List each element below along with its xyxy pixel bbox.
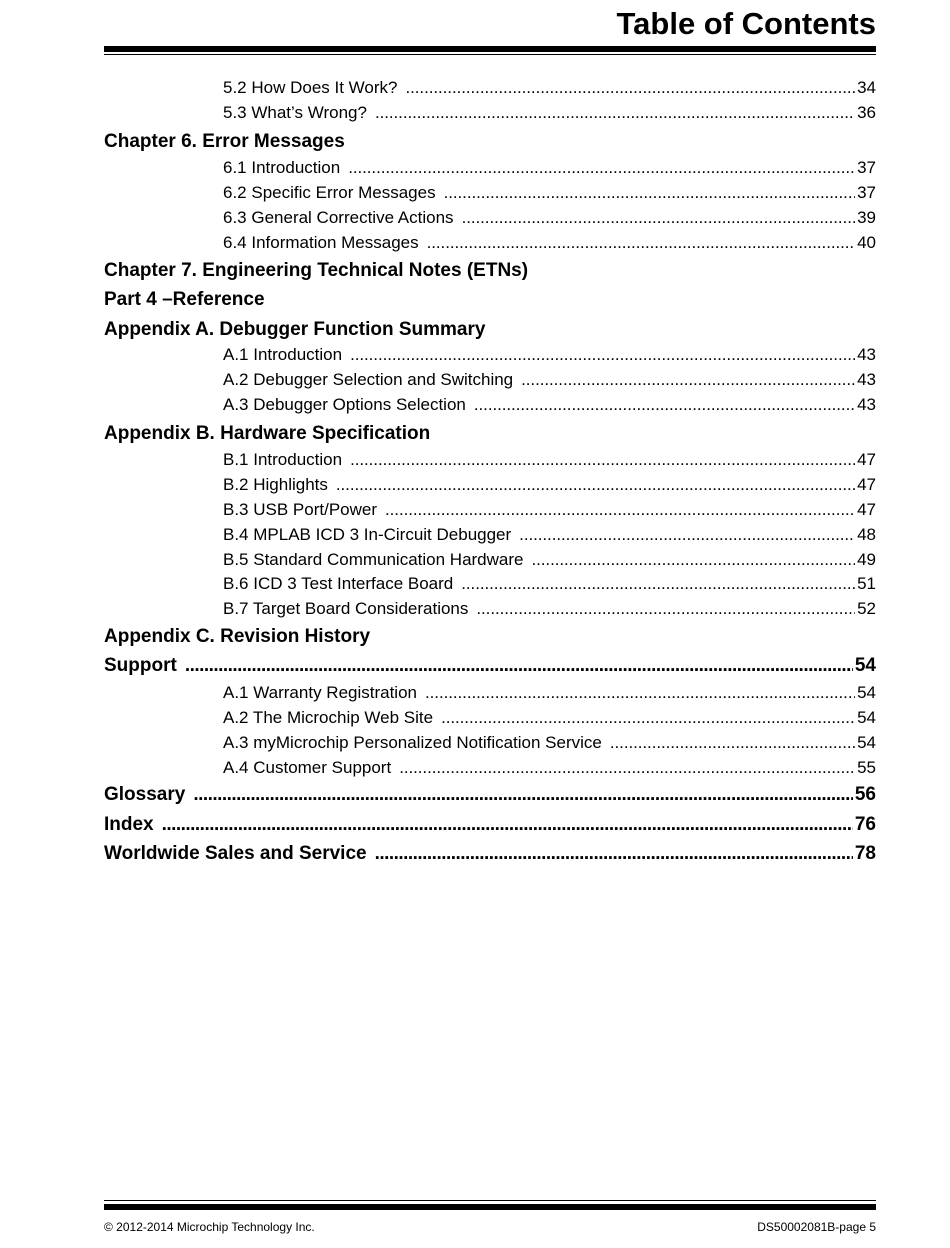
toc-entry-page-number: 37 (857, 158, 876, 177)
toc-entry-page-number: 34 (857, 78, 876, 97)
toc-entry-label: B.3 USB Port/Power (223, 500, 378, 519)
toc-leader-dots (385, 498, 855, 522)
toc-leader-dots (405, 76, 855, 100)
footer-rule-thin (104, 1200, 876, 1201)
toc-entry-label: A.4 Customer Support (223, 758, 392, 777)
toc-entry-label: 6.3 General Corrective Actions (223, 208, 454, 227)
toc-chapter-entry[interactable] (104, 623, 876, 651)
toc-leader-dots (462, 206, 856, 230)
toc-section-entry[interactable] (223, 448, 876, 472)
toc-section-entry[interactable] (223, 706, 876, 730)
toc-entry-label: B.2 Highlights (223, 475, 328, 494)
toc-entry-label: Appendix A. Debugger Function Summary (104, 319, 486, 340)
toc-section-entry[interactable] (223, 368, 876, 392)
toc-entry-page-number: 48 (857, 525, 876, 544)
toc-section-entry[interactable] (223, 101, 876, 125)
toc-entry-page-number: 54 (854, 655, 876, 676)
toc-entry-page-number: 40 (857, 233, 876, 252)
toc-entry-page-number: 55 (857, 758, 876, 777)
toc-section-entry[interactable] (223, 681, 876, 705)
toc-entry-label: A.3 myMicrochip Personalized Notification Service (223, 733, 602, 752)
toc-section-entry[interactable] (223, 76, 876, 100)
toc-leader-dots (519, 523, 855, 547)
toc-entry-page-number: 51 (857, 574, 876, 593)
toc-leader-dots (521, 368, 855, 392)
toc-leader-dots (375, 101, 855, 125)
toc-section-entry[interactable] (223, 156, 876, 180)
toc-entry-label: B.5 Standard Communication Hardware (223, 550, 524, 569)
header-rule-thick (104, 46, 876, 52)
toc-entry-label: Worldwide Sales and Service (104, 843, 367, 864)
toc-section-entry[interactable] (223, 731, 876, 755)
toc-entry-page-number: 76 (854, 814, 876, 835)
toc-entry-label: Chapter 7. Engineering Technical Notes (ETNs) (104, 260, 529, 281)
toc-section-entry[interactable] (223, 181, 876, 205)
toc-entry-label: Appendix C. Revision History (104, 626, 371, 647)
toc-entry-label: A.3 Debugger Options Selection (223, 395, 466, 414)
toc-leader-dots (193, 781, 853, 809)
toc-leader-dots (476, 597, 855, 621)
toc-leader-dots (425, 681, 855, 705)
toc-leader-dots (444, 181, 855, 205)
toc-entry-label: 6.2 Specific Error Messages (223, 183, 436, 202)
toc-leader-dots (375, 840, 853, 868)
toc-entry-label: A.1 Introduction (223, 345, 343, 364)
toc-chapter-entry[interactable] (104, 257, 876, 285)
toc-leader-dots (350, 448, 855, 472)
toc-entry-label: 6.1 Introduction (223, 158, 341, 177)
toc-entry-page-number: 47 (857, 500, 876, 519)
toc-entry-page-number: 52 (857, 599, 876, 618)
toc-section-entry[interactable] (223, 548, 876, 572)
toc-entry-page-number: 37 (857, 183, 876, 202)
toc-chapter-entry[interactable] (104, 652, 876, 680)
toc-chapter-entry[interactable] (104, 840, 876, 868)
toc-chapter-entry[interactable] (104, 286, 876, 314)
toc-leader-dots (427, 231, 855, 255)
toc-section-entry[interactable] (223, 572, 876, 596)
toc-entry-label: Index (104, 814, 154, 835)
toc-leader-dots (185, 652, 853, 680)
toc-leader-dots (441, 706, 855, 730)
toc-entry-page-number: 39 (857, 208, 876, 227)
toc-entry-label: Part 4 –Reference (104, 289, 265, 310)
toc-entry-page-number: 49 (857, 550, 876, 569)
toc-leader-dots (350, 343, 855, 367)
toc-entry-label: A.2 The Microchip Web Site (223, 708, 434, 727)
toc-entry-label: B.1 Introduction (223, 450, 343, 469)
toc-entry-page-number: 54 (857, 683, 876, 702)
toc-chapter-entry[interactable] (104, 781, 876, 809)
toc-entry-label: 5.2 How Does It Work? (223, 78, 398, 97)
toc-entry-label: 6.4 Information Messages (223, 233, 419, 252)
toc-entry-label: 5.3 What’s Wrong? (223, 103, 367, 122)
toc-leader-dots (531, 548, 855, 572)
toc-entry-label: B.6 ICD 3 Test Interface Board (223, 574, 454, 593)
footer-copyright: © 2012-2014 Microchip Technology Inc. (104, 1220, 315, 1234)
toc-entry-label: Appendix B. Hardware Specification (104, 423, 431, 444)
toc-entry-label: A.1 Warranty Registration (223, 683, 417, 702)
toc-leader-dots (461, 572, 855, 596)
toc-entry-page-number: 47 (857, 475, 876, 494)
toc-leader-dots (399, 756, 855, 780)
toc-section-entry[interactable] (223, 206, 876, 230)
toc-section-entry[interactable] (223, 343, 876, 367)
toc-entry-label: A.2 Debugger Selection and Switching (223, 370, 514, 389)
toc-chapter-entry[interactable] (104, 316, 876, 344)
toc-entry-page-number: 36 (857, 103, 876, 122)
toc-section-entry[interactable] (223, 523, 876, 547)
toc-entry-page-number: 78 (854, 843, 876, 864)
toc-chapter-entry[interactable] (104, 811, 876, 839)
toc-leader-dots (610, 731, 855, 755)
toc-leader-dots (336, 473, 855, 497)
toc-entry-page-number: 56 (854, 784, 876, 805)
toc-section-entry[interactable] (223, 756, 876, 780)
toc-leader-dots (474, 393, 855, 417)
toc-entry-page-number: 54 (857, 733, 876, 752)
toc-section-entry[interactable] (223, 498, 876, 522)
toc-entry-page-number: 54 (857, 708, 876, 727)
toc-leader-dots (162, 811, 853, 839)
toc-entry-label: B.7 Target Board Considerations (223, 599, 469, 618)
toc-entry-label: Glossary (104, 784, 186, 805)
footer-rule-thick (104, 1204, 876, 1210)
toc-section-entry[interactable] (223, 597, 876, 621)
footer-page-id: DS50002081B-page 5 (757, 1220, 876, 1234)
toc-chapter-entry[interactable] (104, 128, 876, 156)
toc-entry-label: B.4 MPLAB ICD 3 In-Circuit Debugger (223, 525, 512, 544)
page-title: Table of Contents (616, 6, 876, 41)
toc-entry-page-number: 47 (857, 450, 876, 469)
toc-entry-page-number: 43 (857, 370, 876, 389)
toc-entry-label: Chapter 6. Error Messages (104, 131, 345, 152)
toc-entry-page-number: 43 (857, 345, 876, 364)
toc-entry-label: Support (104, 655, 177, 676)
toc-leader-dots (348, 156, 855, 180)
toc-section-entry[interactable] (223, 473, 876, 497)
toc-section-entry[interactable] (223, 393, 876, 417)
toc-entry-page-number: 43 (857, 395, 876, 414)
toc-section-entry[interactable] (223, 231, 876, 255)
toc-chapter-entry[interactable] (104, 420, 876, 448)
header-rule-thin (104, 54, 876, 55)
